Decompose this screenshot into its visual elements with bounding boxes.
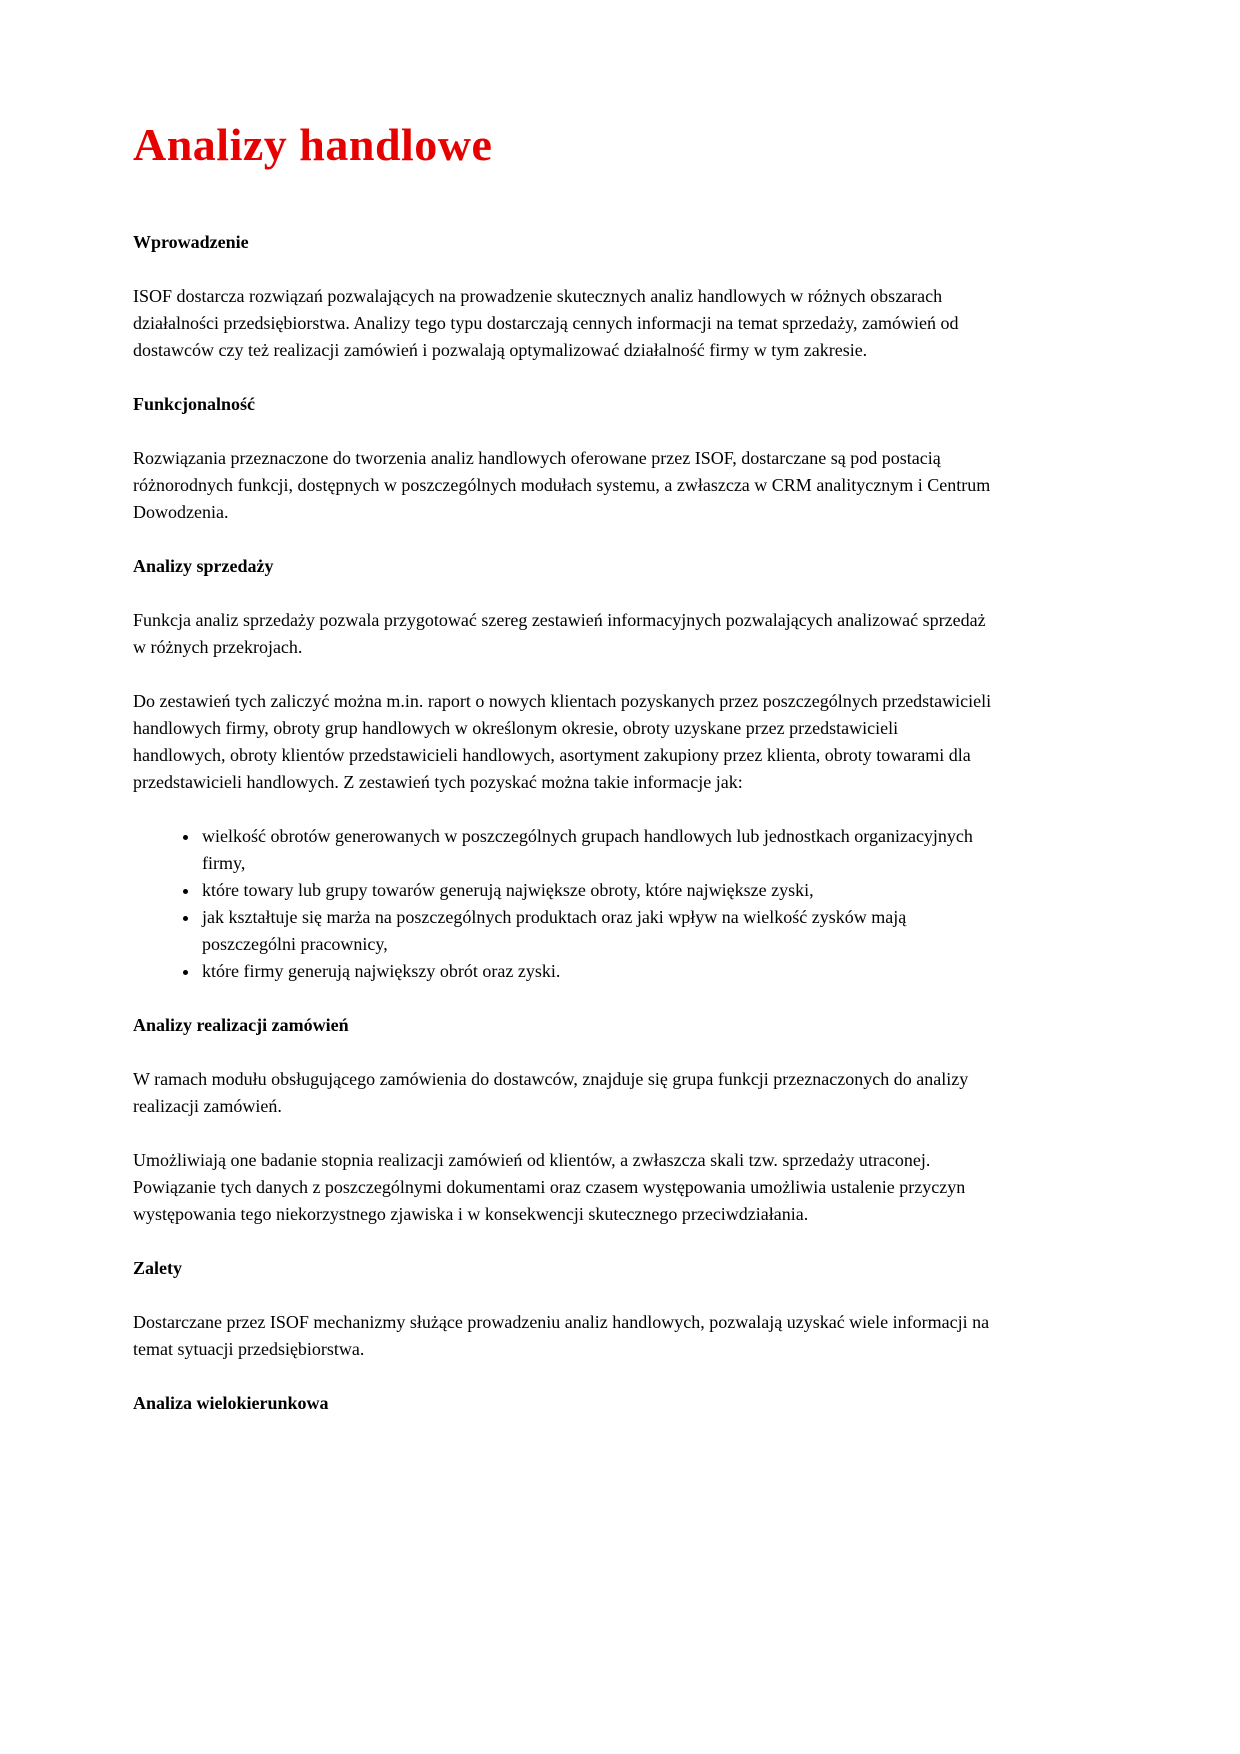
paragraph: W ramach modułu obsługującego zamówienia do dostawców, znajduje się grupa funkcji przeznaczonych do analizy realizacji zamówień.: [133, 1069, 969, 1116]
paragraph: Umożliwiają one badanie stopnia realizacji zamówień od klientów, a zwłaszcza skali tzw. sprzedaży utraconej. Powiązanie tych danych z poszczególnymi dokumentami oraz czasem występowania umożliwia ustalenie przyczyn występowania tego niekorzystnego zjawiska i w konsekwencji skutecznego przeciwdziałania.: [133, 1150, 966, 1224]
paragraph: Rozwiązania przeznaczone do tworzenia analiz handlowych oferowane przez ISOF, dostarczane są pod postacią różnorodnych funkcji, dostępnych w poszczególnych modułach systemu, a zwłaszcza w CRM analitycznym i Centrum Dowodzenia.: [133, 448, 991, 522]
section-heading-wprowadzenie: Wprowadzenie: [133, 232, 249, 252]
section-heading-funkcjonalnosc: Funkcjonalność: [133, 394, 256, 414]
section-heading-analiza-wielokierunkowa: Analiza wielokierunkowa: [133, 1393, 329, 1413]
bullet-item: • które towary lub grupy towarów generują największe obroty, które największe zyski,: [200, 877, 995, 904]
document-content: [133, 118, 995, 1417]
bullet-item: • wielkość obrotów generowanych w poszczególnych grupach handlowych lub jednostkach organizacyjnych firmy,: [200, 823, 995, 877]
paragraph: Do zestawień tych zaliczyć można m.in. raport o nowych klientach pozyskanych przez poszczególnych przedstawicieli handlowych firmy, obroty grup handlowych w określonym okresie, obroty uzyskane przez przedstawicieli handlowych, obroty klientów przedstawicieli handlowych, asortyment zakupiony przez klienta, obroty towarami dla przedstawicieli handlowych. Z zestawień tych pozyskać można takie informacje jak:: [133, 691, 992, 792]
bullet-item: • jak kształtuje się marża na poszczególnych produktach oraz jaki wpływ na wielkość zysków mają poszczególni pracownicy,: [200, 904, 995, 958]
section-heading-analizy-realizacji-zamowien: Analizy realizacji zamówień: [133, 1015, 349, 1035]
bullet-list: [133, 823, 995, 985]
paragraph: Funkcja analiz sprzedaży pozwala przygotować szereg zestawień informacyjnych pozwalających analizować sprzedaż w różnych przekrojach.: [133, 610, 986, 657]
paragraph: Dostarczane przez ISOF mechanizmy służące prowadzeniu analiz handlowych, pozwalają uzyskać wiele informacji na temat sytuacji przedsiębiorstwa.: [133, 1312, 990, 1359]
section-heading-analizy-sprzedazy: Analizy sprzedaży: [133, 556, 274, 576]
section-heading-zalety: Zalety: [133, 1258, 182, 1278]
paragraph: ISOF dostarcza rozwiązań pozwalających na prowadzenie skutecznych analiz handlowych w różnych obszarach działalności przedsiębiorstwa. Analizy tego typu dostarczają cennych informacji na temat sprzedaży, zamówień od dostawców czy też realizacji zamówień i pozwalają optymalizować działalność firmy w tym zakresie.: [133, 286, 959, 360]
document-title: Analizy handlowe: [133, 119, 493, 170]
bullet-item: • które firmy generują największy obrót oraz zyski.: [200, 958, 995, 985]
